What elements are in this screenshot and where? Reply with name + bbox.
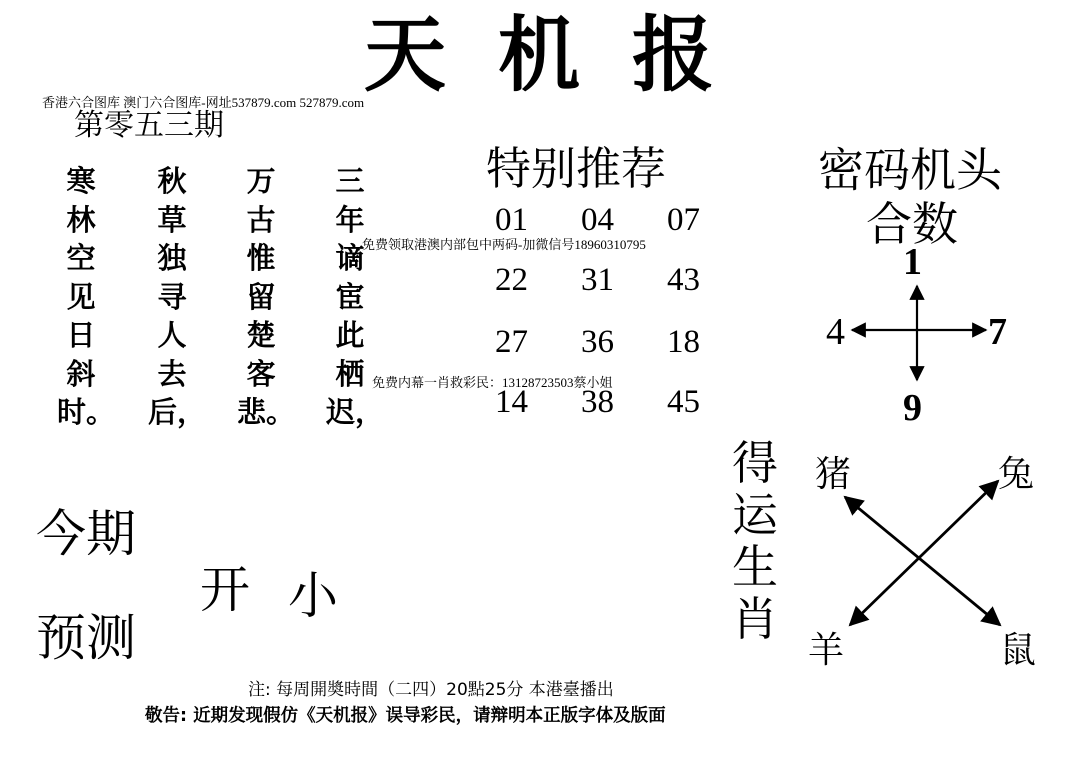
number-cell: 38	[581, 384, 614, 420]
number-cell: 43	[667, 262, 700, 298]
number-cell: 22	[495, 262, 528, 298]
number-cell: 14	[495, 384, 528, 420]
poem-column-3: 万古惟留楚客悲。	[237, 164, 296, 429]
mima-top-number: 1	[903, 241, 922, 283]
special-heading: 特别推荐	[486, 144, 667, 194]
poem-column-1: 寒林空见日斜时。	[57, 164, 116, 429]
number-cell: 01	[495, 202, 528, 238]
ad-line-wechat: 免费领取港澳内部包中两码-加微信号18960310795	[362, 237, 646, 252]
mima-right-number: 7	[988, 311, 1007, 353]
ad-line-phone: 免费内幕一肖救彩民：13128723503蔡小姐	[372, 375, 613, 390]
prediction-value-small: 小	[288, 568, 338, 624]
number-cell: 31	[581, 262, 614, 298]
prediction-label-bottom: 预测	[36, 610, 136, 666]
zodiac-top-left: 猪	[815, 454, 852, 494]
cross-arrows	[852, 286, 986, 380]
number-cell: 04	[581, 202, 614, 238]
prediction-label-top: 今期	[36, 506, 136, 562]
mima-left-number: 4	[826, 311, 845, 353]
issue-number: 第零五三期	[74, 109, 224, 142]
zodiac-bottom-left: 羊	[808, 630, 845, 670]
poem-column-4: 三年谪宦此栖迟，	[326, 164, 385, 429]
counterfeit-warning: 敬告: 近期发现假仿《天机报》误导彩民，请辩明本正版字体及版面	[145, 706, 666, 726]
broadcast-note: 注: 每周開奬時間（二四）20點25分 本港臺播出	[248, 680, 614, 700]
mima-heading: 密码机头	[818, 145, 1002, 196]
mima-bottom-number: 9	[903, 387, 922, 429]
mima-subheading: 合数	[866, 199, 958, 250]
site-url-line: 香港六合图库 澳门六合图库-网址537879.com 527879.com	[42, 95, 365, 110]
x-arrows	[845, 481, 1000, 625]
lucky-zodiac-label: 得运生肖	[732, 438, 778, 645]
number-cell: 27	[495, 324, 528, 360]
number-cell: 45	[667, 384, 700, 420]
number-cell: 18	[667, 324, 700, 360]
prediction-value-open: 开	[200, 562, 250, 618]
number-cell: 07	[667, 202, 700, 238]
poem-column-2: 秋草独寻人去后，	[148, 164, 207, 429]
zodiac-top-right: 兔	[998, 454, 1035, 494]
zodiac-bottom-right: 鼠	[1000, 630, 1037, 670]
number-cell: 36	[581, 324, 614, 360]
newspaper-title: 天机报	[363, 7, 766, 103]
